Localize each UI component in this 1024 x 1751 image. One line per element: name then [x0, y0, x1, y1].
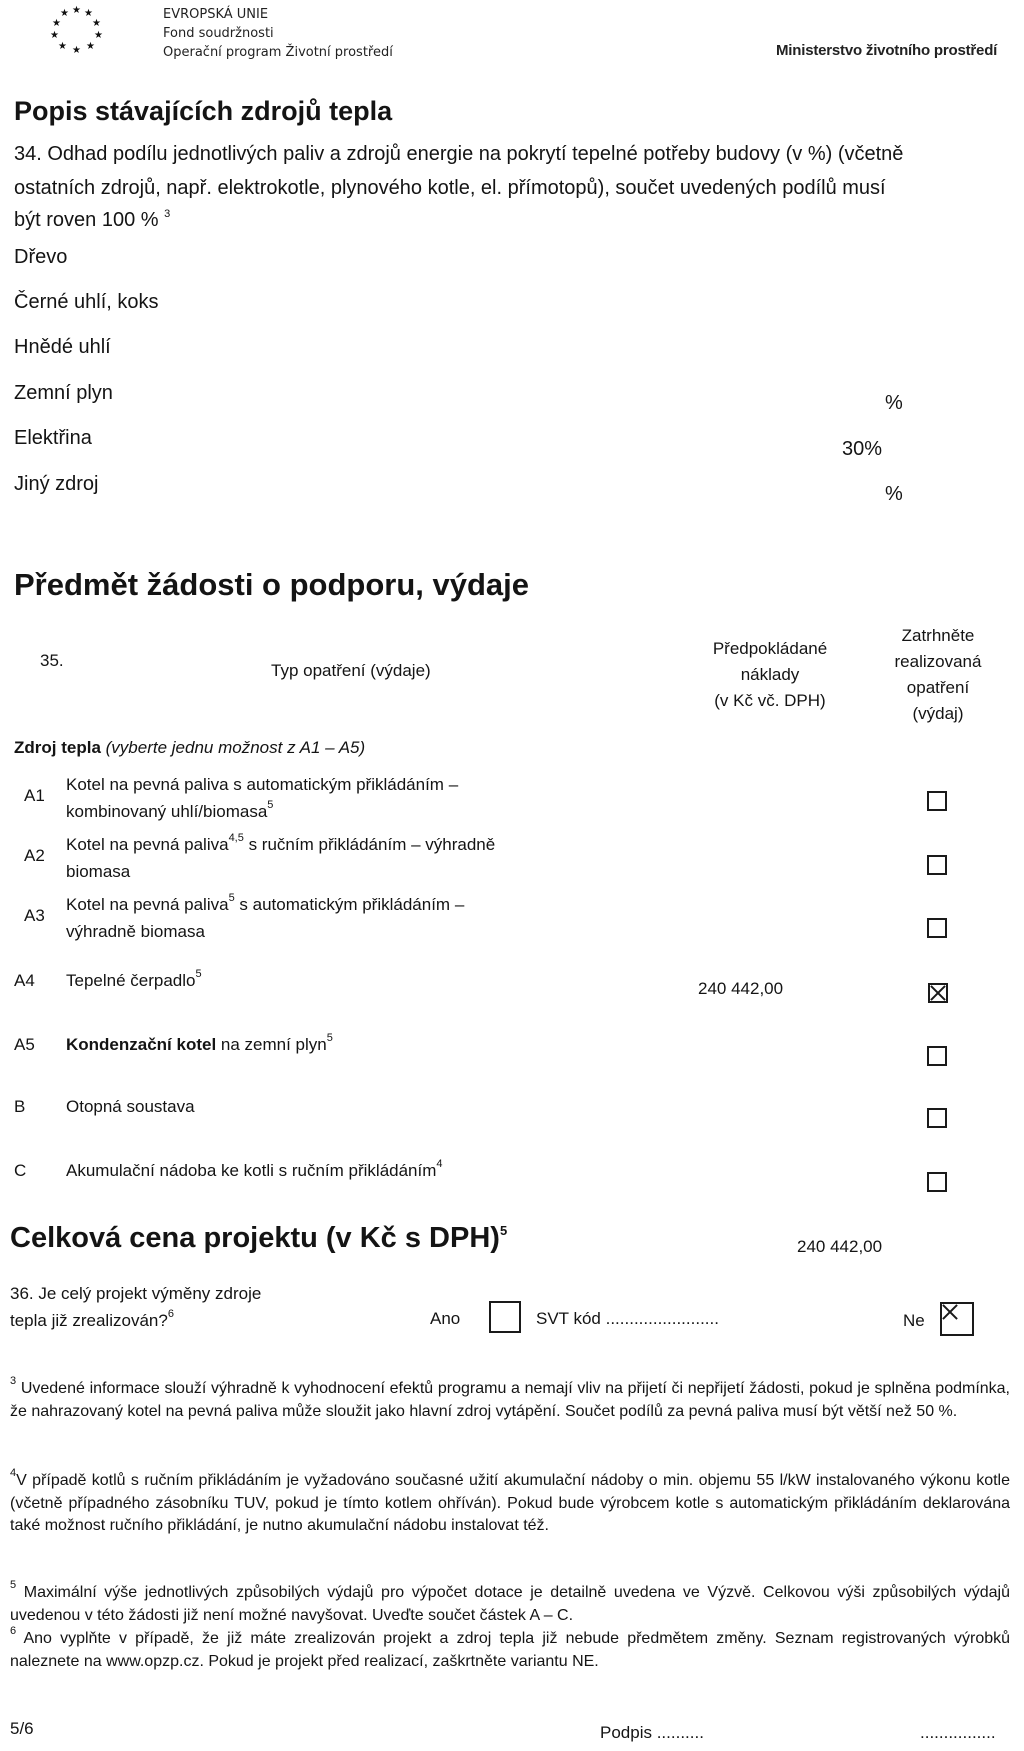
row-code-a1: A1 [24, 786, 45, 805]
header-fund: Fond soudržnosti [163, 26, 274, 41]
column-header-cost: Předpokládané náklady (v Kč vč. DPH) [712, 639, 828, 710]
fuel-label-other: Jiný zdroj [14, 473, 99, 495]
signature-dots: ................ [920, 1723, 996, 1742]
fuel-label-wood: Dřevo [14, 246, 68, 268]
checkbox-a1[interactable] [927, 791, 947, 811]
footnote-6: $^6$ Ano vyplňte v případě, že již máte zrealizován projekt a zdroj tepla již nebude předmětem změny. Seznam registrovaných výrobků naleznete na www.opzp.cz. Pokud je projekt před realizací, zaškrtněte variantu NE. [10, 1625, 1011, 1670]
section-title-subject: Předmět žádosti o podporu, výdaje [14, 567, 530, 602]
row-label-a5: Kondenzační kotel na zemní plyn$^5$ [66, 1032, 333, 1054]
checkbox-a4-checked[interactable] [928, 983, 948, 1003]
q36-yes-label: Ano [430, 1309, 461, 1328]
row-label-a3: Kotel na pevná paliva$^5$ s automatickým přikládáním – výhradně biomasa [66, 892, 465, 941]
checkbox-a2[interactable] [927, 855, 947, 875]
row-label-a2: Kotel na pevná paliva$^{4,5}$ s ručním přikládáním – výhradně biomasa [66, 832, 496, 881]
row-code-a3: A3 [24, 906, 45, 925]
q35-number: 35. [40, 651, 64, 670]
q36-svt-code[interactable]: SVT kód ........................ [536, 1309, 719, 1328]
q34-text-line1: 34. Odhad podílu jednotlivých paliv a zdrojů energie na pokrytí tepelné potřeby budovy (v %) (včetně [14, 143, 904, 165]
row-label-a1: Kotel na pevná paliva s automatickým přikládáním – kombinovaný uhlí/biomasa$^5$ [66, 775, 459, 821]
row-label-b: Otopná soustava [66, 1097, 195, 1116]
page-number: 5/6 [10, 1719, 34, 1738]
fuel-label-brown-coal: Hnědé uhlí [14, 336, 111, 358]
footnote-3: $^3$ Uvedené informace slouží výhradně k vyhodnocení efektů programu a nemají vliv na přijetí či nepřijetí žádosti, pokud je splněna podmínka, že nahrazovaný kotel na pevná paliva může sloužit jako hlavní zdroj vytápění. Součet podílů za pevná paliva musí být větší než 50 %. [10, 1375, 1011, 1420]
row-code-b: B [14, 1097, 26, 1116]
checkbox-c[interactable] [927, 1172, 947, 1192]
checkbox-a5[interactable] [927, 1046, 947, 1066]
header-programme: Operační program Životní prostředí [163, 45, 393, 60]
column-header-type: Typ opatření (výdaje) [271, 661, 431, 680]
footnote-4: $^4$V případě kotlů s ručním přikládáním je vyžadováno současné užití akumulační nádoby o min. objemu 55 l/kW instalovaného výkonu kotle (včetně případného zásobníku TUV, pokud je tímto kotlem ohříván). Pokud bude výrobcem kotle s automatickým přikládáním deklarována také možnost ručního přikládání, je nutno akumulační nádobu instalovat též. [10, 1467, 1010, 1534]
fuel-label-coal: Černé uhlí, koks [14, 291, 159, 313]
eu-flag-logo: ★ ★ ★ ★ ★ ★ ★ ★ ★ ★ [50, 5, 103, 56]
total-value[interactable]: 240 442,00 [797, 1237, 883, 1256]
q34-text-line2: ostatních zdrojů, např. elektrokotle, plynového kotle, el. přímotopů), součet uvedených podílů musí [14, 177, 886, 199]
q36-no-label: Ne [903, 1311, 925, 1330]
fuel-label-electricity: Elektřina [14, 427, 92, 449]
row-label-c: Akumulační nádoba ke kotli s ručním přikládáním$^4$ [66, 1158, 443, 1180]
header-eu: EVROPSKÁ UNIE [163, 7, 269, 22]
footnote-5: $^5$ Maximální výše jednotlivých způsobilých výdajů pro výpočet dotace je detailně uvedena ve Výzvě. Celkovou výši způsobilých výdajů uvedenou v této žádosti již není možné navyšovat. Uveďte součet částek A – C. [10, 1579, 1010, 1624]
fuel-value-other[interactable]: % [885, 483, 903, 505]
total-label: Celková cena projektu (v Kč s DPH)$^5$ [10, 1222, 508, 1254]
q36-no-checkbox-checked[interactable] [940, 1302, 974, 1336]
row-code-a2: A2 [24, 846, 45, 865]
signature-label[interactable]: Podpis .......... [600, 1723, 704, 1742]
fuel-value-gas[interactable]: % [885, 392, 903, 414]
checkbox-b[interactable] [927, 1108, 947, 1128]
section-title-sources: Popis stávajících zdrojů tepla [14, 96, 393, 126]
q34-text-line3: být roven 100 % $^3$ [14, 208, 171, 231]
row-cost-a4[interactable]: 240 442,00 [698, 979, 784, 998]
column-header-check: Zatrhněte realizovaná opatření (výdaj) [894, 626, 982, 723]
row-code-a4: A4 [14, 971, 35, 990]
row-code-a5: A5 [14, 1035, 35, 1054]
fuel-value-electricity[interactable]: 30% [842, 438, 883, 460]
fuel-label-gas: Zemní plyn [14, 382, 113, 404]
row-label-a4: Tepelné čerpadlo$^5$ [66, 968, 202, 990]
q36-text: 36. Je celý projekt výměny zdroje tepla již zrealizován?$^6$ [10, 1284, 262, 1330]
heat-source-heading: Zdroj tepla (vyberte jednu možnost z A1 – A5) [14, 738, 366, 757]
header-ministry: Ministerstvo životního prostředí [776, 42, 998, 59]
checkbox-a3[interactable] [927, 918, 947, 938]
row-code-c: C [14, 1161, 27, 1180]
q36-yes-checkbox[interactable] [489, 1301, 521, 1333]
